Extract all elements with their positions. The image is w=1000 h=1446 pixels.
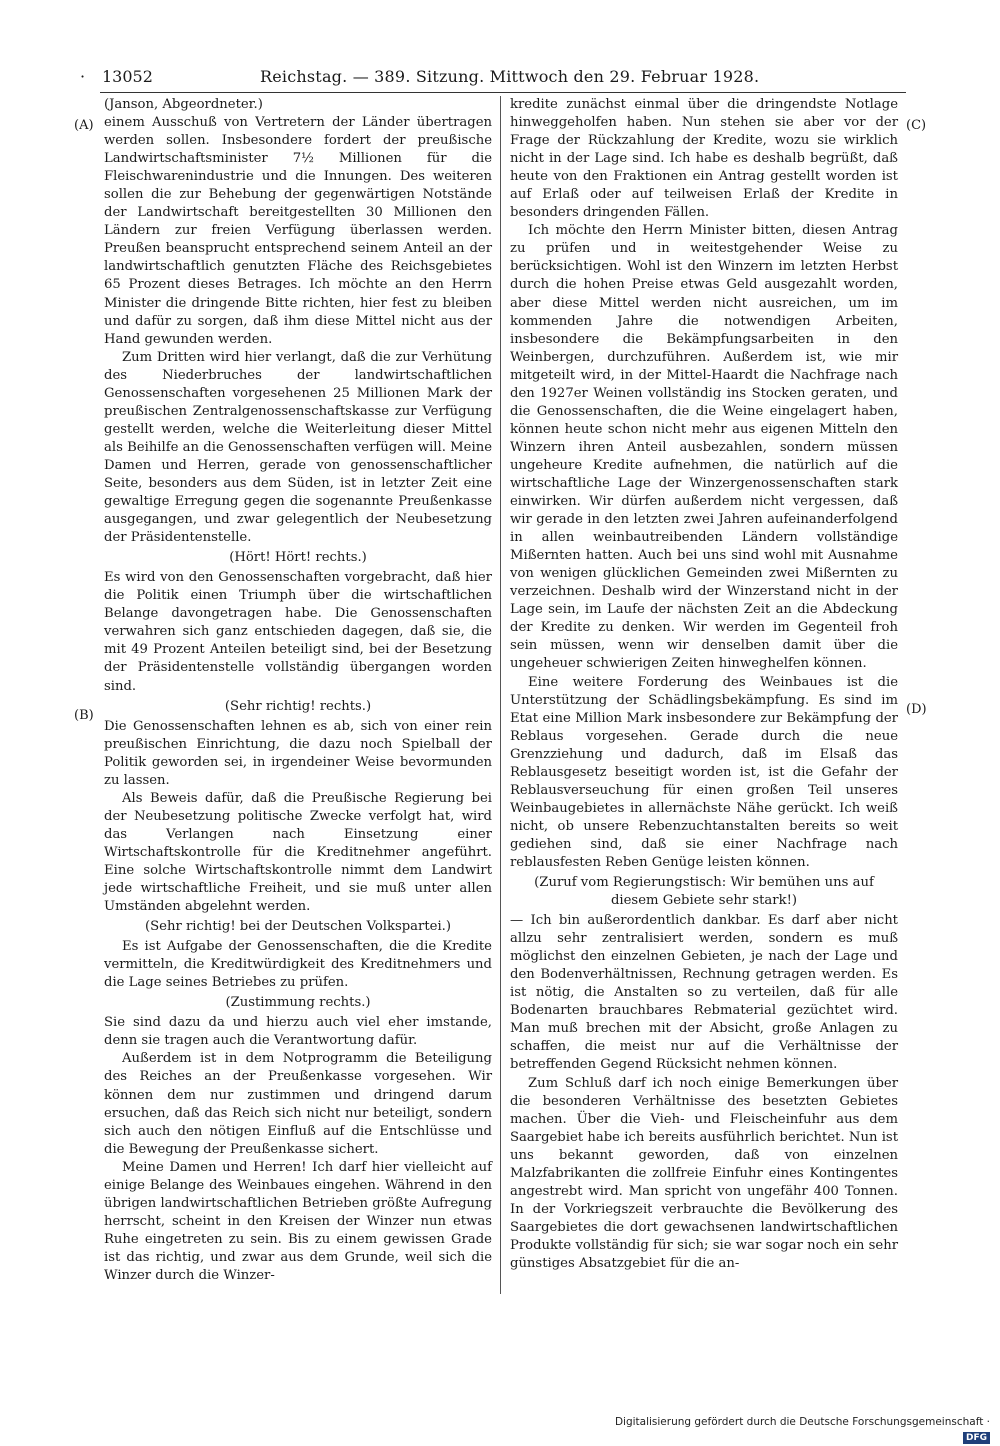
left-column: [104, 96, 492, 1285]
paragraph: Es wird von den Genossenschaften vorgebracht, daß hier die Politik einen Triumph über die wirtschaftlichen Belange davongetragen habe. Die Genossenschaften verwahren sich ganz entschieden dagegen, daß sie, die mit 49 Prozent Anteilen beteiligt sind, bei der Besetzung der Präsidentenstelle vollständig übergangen worden sind.: [104, 570, 492, 694]
interjection: (Hört! Hört! rechts.): [229, 550, 367, 566]
margin-letter-c: (C): [906, 118, 927, 133]
paragraph: Zum Dritten wird hier verlangt, daß die zur Verhütung des Niederbruches der landwirtschaftlichen Genossenschaften vorgesehenen 25 Millionen Mark der preußischen Zentralgenossenschaftskasse zur Verfügung gestellt werden, welche die Weiterleitung dieser Mittel als Beihilfe an die Genossenschaften verfügen will. Meine Damen und Herren, gerade von genossenschaftlicher Seite, besonders aus dem Süden, ist in letzter Zeit eine gewaltige Erregung gegen die sogenannte Preußenkasse ausgegangen, und zwar gelegentlich der Neubesetzung der Präsidentenstelle.: [104, 349, 492, 546]
header-marker: ·: [80, 67, 86, 86]
running-title: Reichstag. — 389. Sitzung. Mittwoch den 29. Februar 1928.: [260, 67, 760, 86]
interjection: (Zuruf vom Regierungstisch: Wir bemühen uns auf diesem Gebiete sehr stark!): [534, 875, 874, 909]
paragraph: Meine Damen und Herren! Ich darf hier vielleicht auf einige Belange des Weinbaues eingehen. Während in den übrigen landwirtschaftlichen Betrieben größte Aufregung herrscht, scheint in den Kreisen der Winzer nun etwas Ruhe eingetreten zu sein. Bis zu einem gewissen Grade ist das richtig, und zwar aus dem Grunde, weil sich die Winzer durch die Winzer-: [104, 1159, 492, 1283]
right-column: [510, 96, 898, 1273]
paragraph: Die Genossenschaften lehnen es ab, sich von einer rein preußischen Einrichtung, die dazu noch Spielball der Politik geworden sei, in irgendeiner Weise bevormunden zu lassen.: [104, 718, 492, 788]
paragraph: — Ich bin außerordentlich dankbar. Es darf aber nicht allzu sehr zentralisiert werden, sondern es muß möglichst den einzelnen Gebieten, je nach der Lage und den Bodenverhältnissen, Rechnung getragen werden. Es ist nötig, die Anstalten so zu verteilen, daß für alle Bodenarten brauchbares Rebmaterial gezüchtet wird. Man muß brechen mit der Absicht, große Anlagen zu schaffen, die meist nur auf die Verhältnisse der betreffenden Gegend Rücksicht nehmen können.: [510, 913, 898, 1073]
paragraph: Zum Schluß darf ich noch einige Bemerkungen über die besonderen Verhältnisse des besetzten Gebietes machen. Über die Vieh- und Fleischeinfuhr aus dem Saargebiet habe ich bereits ausführlich berichtet. Nun ist uns bekannt geworden, daß von einzelnen Malzfabrikanten die zollfreie Einfuhr eines Kontingentes angestrebt wird. Man spricht von ungefähr 400 Tonnen. In der Vorkriegszeit verbrauchte die Bevölkerung des Saargebietes die dort gewachsenen landwirtschaftlichen Produkte vollständig für sich; sie war sogar noch ein sehr günstiges Absatzgebiet für die an-: [510, 1075, 898, 1271]
page-number: 13052: [102, 67, 153, 86]
page-header: [80, 66, 906, 88]
paragraph: Außerdem ist in dem Notprogramm die Beteiligung des Reiches an der Preußenkasse vorgesehen. Wir können dem nur zustimmen und dringend darum ersuchen, daß das Reich sich nicht nur beteiligt, sondern sich auch den nötigen Einfluß auf die Entschlüsse und die Bewegung der Preußenkasse sichert.: [104, 1051, 492, 1157]
column-divider: [500, 96, 501, 1294]
paragraph: Eine weitere Forderung des Weinbaues ist die Unterstützung der Schädlingsbekämpfung. Es sind im Etat eine Million Mark insbesondere zur Bekämpfung der Reblaus vorgesehen. Gerade durch die neue Grenzziehung und dadurch, daß im Elsaß das Reblausgesetz beseitigt worden ist, ist die Gefahr der Reblausverseuchung für einen großen Teil unseres Weinbaugebietes in allernächste Nähe gerückt. Ich weiß nicht, ob unsere Rebenzuchtanstalten bereits so weit gediehen sind, daß sie einer Nachfrage nach reblausfesten Reben Genüge leisten können.: [510, 674, 898, 870]
interjection: (Sehr richtig! rechts.): [224, 698, 372, 714]
paragraph: kredite zunächst einmal über die dringendste Notlage hinweggeholfen haben. Nun stehen sie aber vor der Frage der Rückzahlung der Kredite, wozu sie wirklich nicht in der Lage sind. Ich habe es deshalb begrüßt, daß heute von den Fraktionen ein Antrag gestellt worden ist auf Erlaß oder auf teilweisen Erlaß der Kredite in besonders dringenden Fällen.: [510, 97, 898, 221]
interjection: (Sehr richtig! bei der Deutschen Volkspartei.): [144, 919, 452, 935]
page-footer: [610, 1414, 990, 1443]
dfg-logo: DFG: [963, 1432, 990, 1444]
paragraph: Es ist Aufgabe der Genossenschaften, die die Kredite vermitteln, die Kreditwürdigkeit des Kreditnehmers und die Lage seines Betriebes zu prüfen.: [104, 939, 492, 991]
speaker-label: (Janson, Abgeordneter.): [104, 97, 263, 112]
paragraph: einem Ausschuß von Vertretern der Länder übertragen werden sollen. Insbesondere fordert der preußische Landwirtschaftsminister 7½ Millionen für die Fleischwarenindustrie und die Innungen. Des weiteren sollen die zur Behebung der gegenwärtigen Notstände der Landwirtschaft bereitgestellten 30 Millionen den Ländern zur freien Verfügung überlassen werden. Preußen beansprucht entsprechend seinem Anteil an der landwirtschaftlich genutzten Fläche des Reichsgebietes 65 Prozent dieses Betrages. Ich möchte an den Herrn Minister die dringende Bitte richten, hier fest zu bleiben und dafür zu sorgen, daß ihm diese Mittel nicht aus der Hand gewunden werden.: [104, 115, 492, 347]
header-rule: [100, 92, 906, 93]
footer-credit: Digitalisierung gefördert durch die Deutsche Forschungsgemeinschaft ·: [614, 1416, 990, 1428]
margin-letter-b: (B): [74, 708, 94, 723]
margin-letter-d: (D): [906, 702, 927, 717]
paragraph: Sie sind dazu da und hierzu auch viel eher imstande, denn sie tragen auch die Verantwortung dafür.: [104, 1015, 492, 1049]
paragraph: Als Beweis dafür, daß die Preußische Regierung bei der Neubesetzung politische Zwecke verfolgt hat, wird das Verlangen nach Einsetzung einer Wirtschaftskontrolle für die Kreditnehmer angeführt. Eine solche Wirtschaftskontrolle nimmt dem Landwirt jede wirtschaftliche Freiheit, und sie muß unter allen Umständen abgelehnt werden.: [104, 790, 492, 915]
interjection: (Zustimmung rechts.): [225, 995, 371, 1011]
paragraph: Ich möchte den Herrn Minister bitten, diesen Antrag zu prüfen und in weitestgehender Weise zu berücksichtigen. Wohl ist den Winzern im letzten Herbst durch die hohen Preise etwas Geld ausgezahlt worden, aber diese Mittel werden nicht ausreichen, um im kommenden Jahre die notwendigen Arbeiten, insbesondere die Bekämpfungsarbeiten in den Weinbergen, durchzuführen. Außerdem ist, wie mir mitgeteilt wird, in der Mittel-Haardt die Nachfrage nach den 1927er Weinen vollständig ins Stocken geraten, und die Genossenschaften, die die Weine eingelagert haben, können heute schon nicht mehr aus eigenen Mitteln den Winzern ihren Anteil ausbezahlen, sondern müssen ungeheure Kredite aufnehmen, die natürlich auf die wirtschaftliche Lage der Winzergenossenschaften stark einwirken. Wir dürfen außerdem nicht vergessen, daß wir gerade in den letzten zwei Jahren aufeinanderfolgend in allen weinbautreibenden Ländern vollständige Mißernten hatten. Auch bei uns sind wohl mit Ausnahme von wenigen glücklichen Gemeinden zwei Mißernten zu verzeichnen. Deshalb wird der Winzerstand nicht in der Lage sein, im Laufe der nächsten Zeit an die Abdeckung der Kredite zu denken. Wir werden im Gegenteil froh sein müssen, wenn wir denselben damit über die ungeheuer schwierigen Zeiten hinweghelfen können.: [510, 223, 898, 672]
margin-letter-a: (A): [74, 118, 94, 133]
